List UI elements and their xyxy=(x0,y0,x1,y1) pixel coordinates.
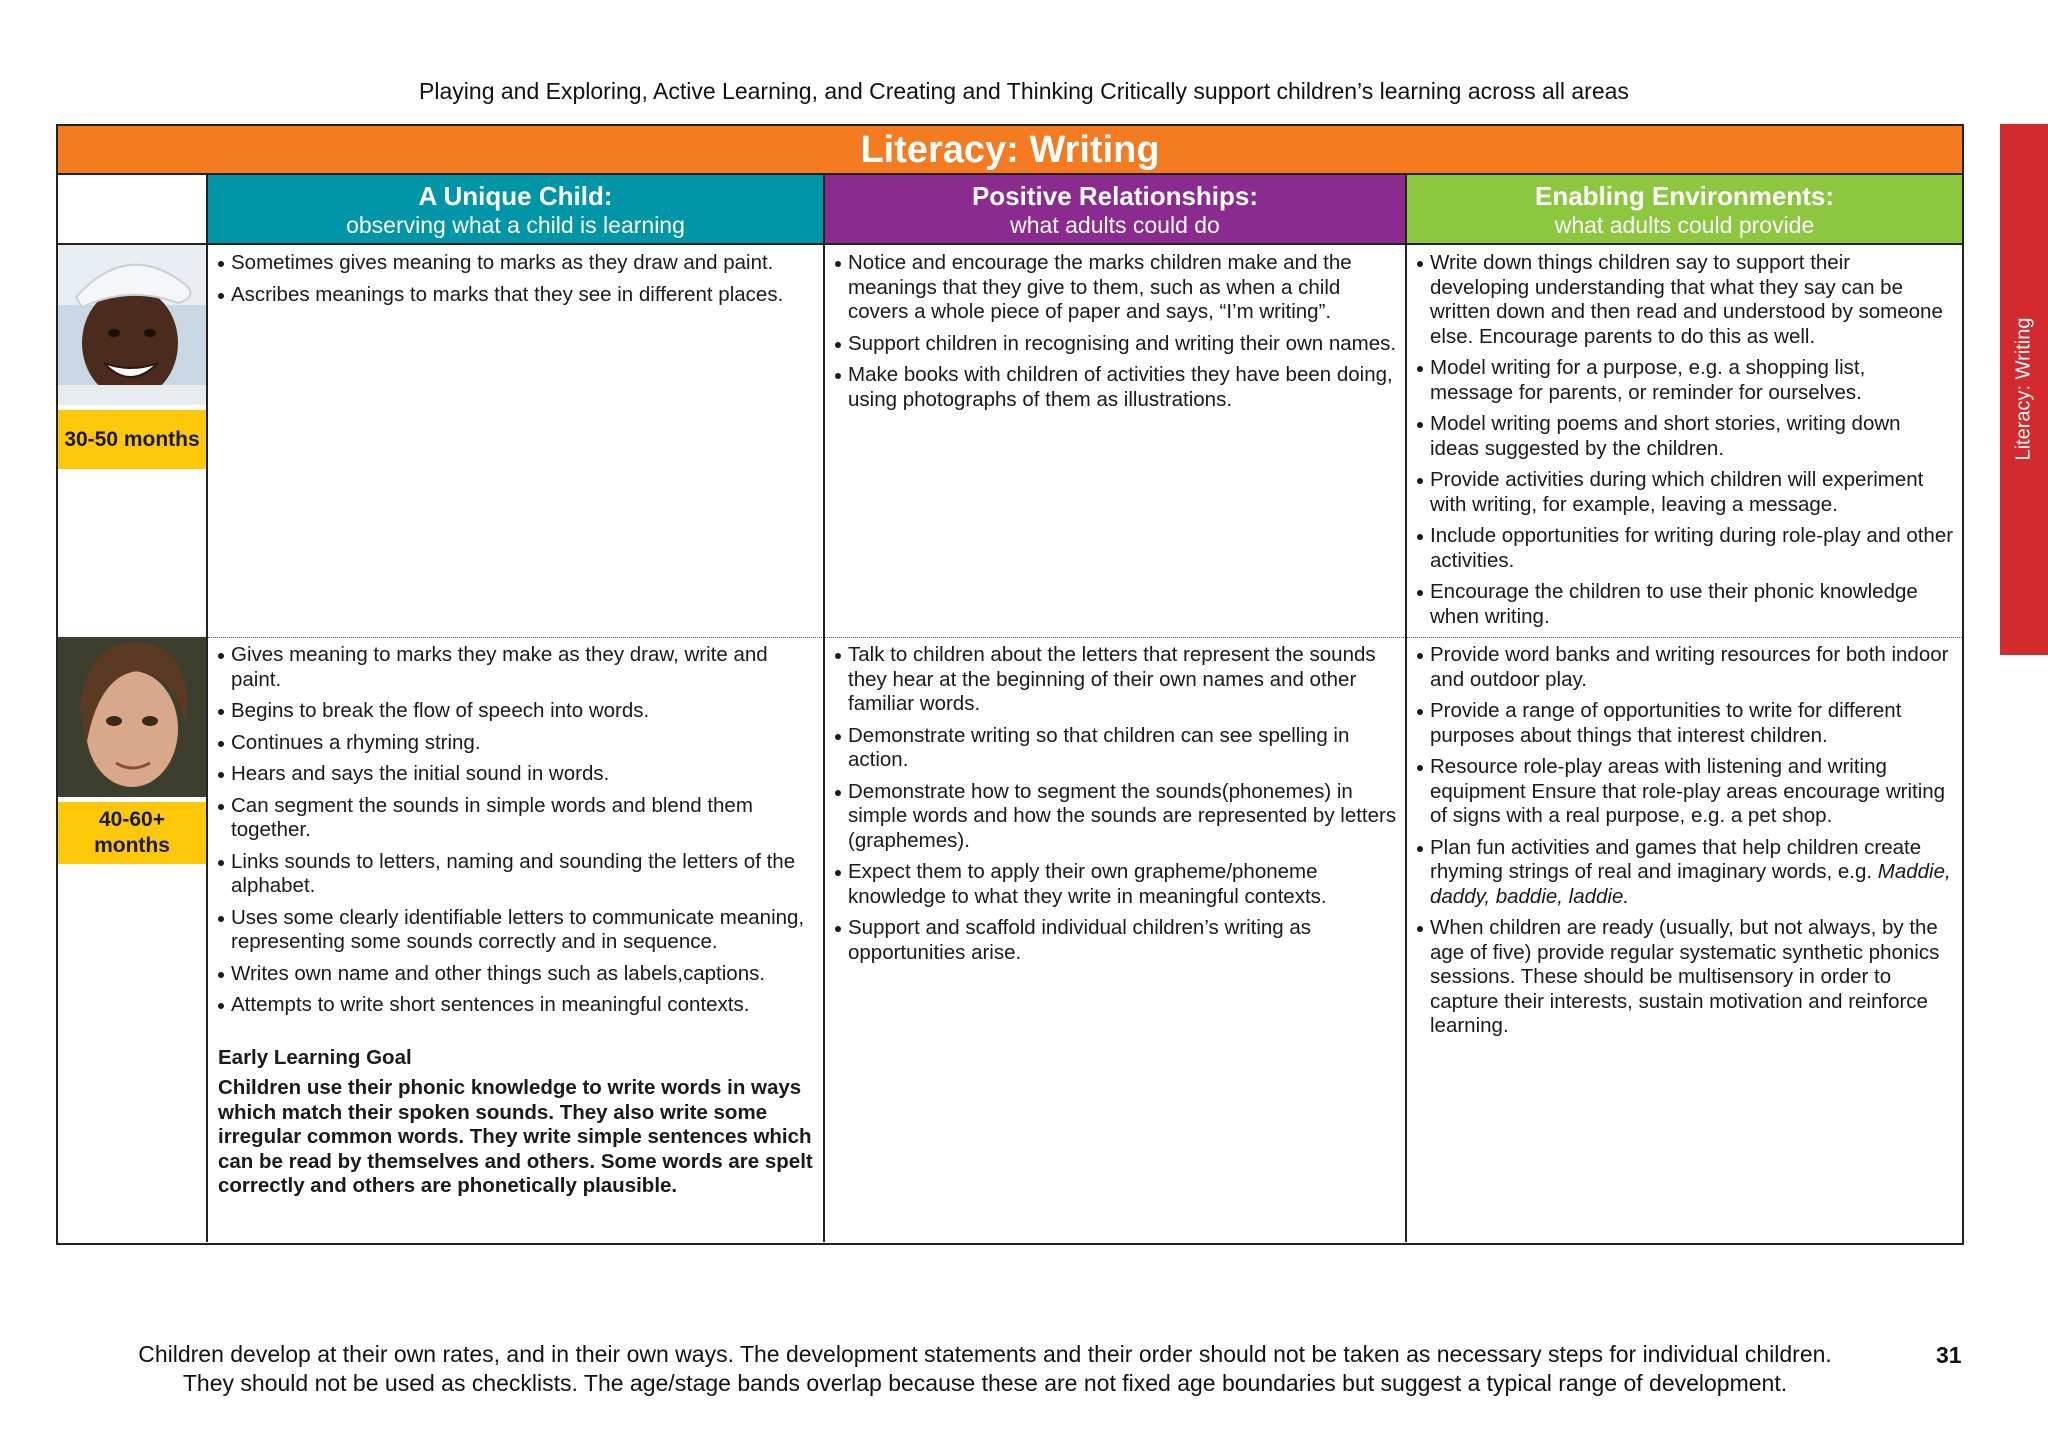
header-title: Positive Relationships: xyxy=(971,181,1259,211)
header-subtitle: what adults could do xyxy=(1010,212,1220,238)
band-2-unique-child-cell xyxy=(208,637,825,1242)
age-band-label-line1: 40-60+ xyxy=(99,808,165,831)
band-1-relationships-cell xyxy=(825,245,1407,637)
list-item: Ascribes meanings to marks that they see in different places. xyxy=(218,283,815,308)
literacy-writing-table xyxy=(56,124,1964,1245)
list-item: Write down things children say to support their developing understanding that what they say can be written down and then read and understood by someone else. Encourage parents to do this as well. xyxy=(1417,251,1954,349)
list-item: Gives meaning to marks they make as they draw, write and paint. xyxy=(218,643,815,692)
list-item: Uses some clearly identifiable letters to communicate meaning, representing some sounds correctly and in sequence. xyxy=(218,906,815,955)
page-number: 31 xyxy=(1936,1342,1962,1368)
age-band-label xyxy=(58,802,206,864)
early-learning-goal-text: Children use their phonic knowledge to write words in ways which match their spoken sounds. They also write some irregular common words. They write simple sentences which can be read by themselves and others. Some words are spelt correctly and others are phonetically plausible. xyxy=(218,1076,813,1197)
list-item: Expect them to apply their own grapheme/phoneme knowledge to what they write in meaningful contexts. xyxy=(835,860,1397,909)
list-item: Continues a rhyming string. xyxy=(218,731,815,756)
side-tab-label: Literacy: Writing xyxy=(2012,317,2035,461)
list-item: Begins to break the flow of speech into words. xyxy=(218,699,815,724)
child-photo-boy xyxy=(58,245,206,405)
list-item: Writes own name and other things such as labels,captions. xyxy=(218,962,815,987)
header-subtitle: what adults could provide xyxy=(1554,212,1815,238)
list-item: Support and scaffold individual children’s writing as opportunities arise. xyxy=(835,916,1397,965)
band-1-age-column xyxy=(58,245,208,637)
blank-header-cell xyxy=(58,175,208,245)
list-item: Include opportunities for writing during role-play and other activities. xyxy=(1417,524,1954,573)
list-item: Provide a range of opportunities to write for different purposes about things that interest children. xyxy=(1417,699,1954,748)
list-item: Support children in recognising and writing their own names. xyxy=(835,332,1397,357)
band-2-environments-cell xyxy=(1407,637,1962,1242)
footer-line-2: They should not be used as checklists. The age/stage bands overlap because these are not fixed age boundaries but suggest a typical range of development. xyxy=(182,1370,1788,1396)
list-item: Can segment the sounds in simple words and blend them together. xyxy=(218,794,815,843)
rhyme-item-text: Plan fun activities and games that help children create rhyming strings of real and imaginary words, e.g. xyxy=(1430,835,1922,883)
side-section-tab xyxy=(2000,124,2048,655)
band-1-unique-child-cell xyxy=(208,245,825,637)
bullet-list xyxy=(835,643,1397,965)
list-item: When children are ready (usually, but not always, by the age of five) provide regular systematic synthetic phonics sessions. These should be multisensory in order to capture their interests, sustain motivation and reinforce learning. xyxy=(1417,916,1954,1039)
page-header: Playing and Exploring, Active Learning, and Creating and Thinking Critically support children’s learning across all areas xyxy=(419,78,1629,104)
page-footer xyxy=(70,1340,1900,1398)
list-item: Encourage the children to use their phonic knowledge when writing. xyxy=(1417,580,1954,629)
footer-line-1: Children develop at their own rates, and in their own ways. The development statements and their order should not be taken as necessary steps for individual children. xyxy=(138,1341,1832,1367)
bullet-list xyxy=(218,643,815,1018)
header-unique-child xyxy=(208,175,825,245)
list-item xyxy=(1417,836,1954,910)
list-item: Provide word banks and writing resources for both indoor and outdoor play. xyxy=(1417,643,1954,692)
band-1-environments-cell xyxy=(1407,245,1962,637)
list-item: Talk to children about the letters that represent the sounds they hear at the beginning of their own names and other familiar words. xyxy=(835,643,1397,717)
child-photo-girl xyxy=(58,637,206,797)
list-item: Demonstrate writing so that children can see spelling in action. xyxy=(835,724,1397,773)
band-2-age-column xyxy=(58,637,208,1242)
list-item: Model writing poems and short stories, writing down ideas suggested by the children. xyxy=(1417,412,1954,461)
header-positive-relationships xyxy=(825,175,1407,245)
list-item: Demonstrate how to segment the sounds(phonemes) in simple words and how the sounds are represented by letters (graphemes). xyxy=(835,780,1397,854)
table-title: Literacy: Writing xyxy=(58,126,1962,175)
bullet-list xyxy=(835,251,1397,412)
list-item: Model writing for a purpose, e.g. a shopping list, message for parents, or reminder for ourselves. xyxy=(1417,356,1954,405)
header-title: A Unique Child: xyxy=(418,181,613,211)
list-item: Hears and says the initial sound in words. xyxy=(218,762,815,787)
bullet-list xyxy=(218,251,815,307)
bullet-list xyxy=(1417,643,1954,1039)
age-band-label-line2: months xyxy=(94,834,170,857)
list-item: Attempts to write short sentences in meaningful contexts. xyxy=(218,993,815,1018)
bullet-list xyxy=(1417,251,1954,629)
list-item: Sometimes gives meaning to marks as they draw and paint. xyxy=(218,251,815,276)
early-learning-goal-title: Early Learning Goal xyxy=(218,1045,412,1069)
header-enabling-environments xyxy=(1407,175,1962,245)
header-subtitle: observing what a child is learning xyxy=(346,212,685,238)
header-title: Enabling Environments: xyxy=(1534,181,1835,211)
list-item: Make books with children of activities they have been doing, using photographs of them as illustrations. xyxy=(835,363,1397,412)
list-item: Provide activities during which children will experiment with writing, for example, leaving a message. xyxy=(1417,468,1954,517)
list-item: Resource role-play areas with listening and writing equipment Ensure that role-play areas encourage writing of signs with a real purpose, e.g. a pet shop. xyxy=(1417,755,1954,829)
band-2-relationships-cell xyxy=(825,637,1407,1242)
rhyme-examples: Maddie, daddy, baddie, laddie. xyxy=(1430,860,1951,908)
list-item: Notice and encourage the marks children make and the meanings that they give to them, such as when a child covers a whole piece of paper and says, “I’m writing”. xyxy=(835,251,1397,325)
list-item: Links sounds to letters, naming and sounding the letters of the alphabet. xyxy=(218,850,815,899)
age-band-label: 30-50 months xyxy=(58,410,206,469)
